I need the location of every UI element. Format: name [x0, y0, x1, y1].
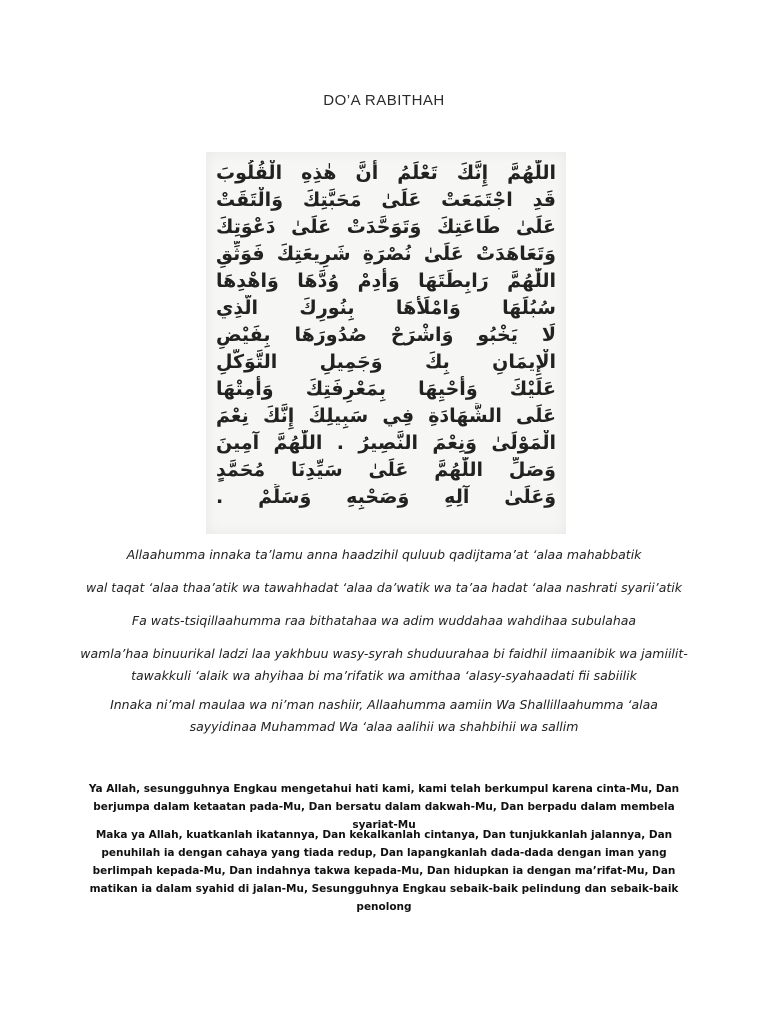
arabic-line: وَتَعَاهَدَتْ عَلَىٰ نُصْرَةِ شَرِيعَتِكَ فَوَثِّقِ — [216, 243, 556, 265]
transliteration-paragraph: wal taqat ‘alaa thaa’atik wa tawahhadat ‘alaa da’watik wa ta’aa hadat ‘alaa nashrati syarii’atik — [85, 580, 683, 595]
arabic-line: قَدِ اجْتَمَعَتْ عَلَىٰ مَحَبَّتِكَ وَالْتَقَتْ — [216, 189, 556, 211]
arabic-line: لَا يَخْبُو وَاشْرَحْ صُدُورَهَا بِفَيْضِ — [216, 324, 556, 346]
page-title: DO’A RABITHAH — [323, 92, 445, 109]
arabic-line: عَلَى الشَّهَادَةِ فِي سَبِيلِكَ إِنَّكَ نِعْمَ — [216, 405, 556, 427]
arabic-line: اللّٰهُمَّ رَابِطَتَهَا وَأَدِمْ وُدَّهَا وَاهْدِهَا — [216, 270, 556, 292]
arabic-line: عَلَيْكَ وَأَحْيِهَا بِمَعْرِفَتِكَ وَأَمِتْهَا — [216, 378, 556, 400]
translation-paragraph: Maka ya Allah, kuatkanlah ikatannya, Dan kekalkanlah cintanya, Dan tunjukkanlah jalannya, Dan penuhilah ia dengan cahaya yang tiada redup, Dan lapangkanlah dada-dada dengan iman yang berlimpah kepada-Mu, Dan indahnya takwa kepada-Mu, Dan hidupkan ia dengan ma’rifat-Mu, Dan matikan ia dalam syahid di jalan-Mu, Sesungguhnya Engkau sebaik-baik pelindung dan sebaik-baik penolong — [89, 829, 679, 913]
translation-paragraph: Ya Allah, sesungguhnya Engkau mengetahui hati kami, kami telah berkumpul karena cinta-Mu, Dan berjumpa dalam ketaatan pada-Mu, Dan bersatu dalam dakwah-Mu, Dan berpadu dalam membela syariat-Mu — [88, 783, 680, 831]
transliteration-paragraph: Allaahumma innaka ta’lamu anna haadzihil quluub qadijtama’at ‘alaa mahabbatik — [126, 547, 642, 562]
transliteration-paragraph: wamla’haa binuurikal ladzi laa yakhbuu wasy-syrah shuduurahaa bi faidhil iimaanibik wa jamiilit-tawakkuli ‘alaik wa ahyihaa bi ma’rifatik wa amithaa ‘alasy-syahaadati fii sabiilik — [80, 646, 688, 683]
transliteration-paragraph: Fa wats-tsiqillaahumma raa bithatahaa wa adim wuddahaa wahdihaa subulahaa — [131, 613, 637, 628]
transliteration-paragraph: Innaka ni’mal maulaa wa ni’man nashiir, Allaahumma aamiin Wa Shallillaahumma ‘alaa sayyidinaa Muhammad Wa ‘alaa aalihii wa shahbihii wa sallim — [110, 697, 658, 734]
arabic-prayer-text — [206, 152, 566, 534]
arabic-line: وَصَلِّ اللّٰهُمَّ عَلَىٰ سَيِّدِنَا مُحَمَّدٍ — [216, 459, 556, 481]
arabic-line: الْإِيمَانِ بِكَ وَجَمِيلِ التَّوَكُّلِ — [216, 351, 556, 373]
arabic-line: وَعَلَىٰ آلِهِ وَصَحْبِهِ وَسَلِّمْ . — [216, 486, 556, 508]
arabic-line: سُبُلَهَا وَامْلَأْهَا بِنُورِكَ الَّذِي — [216, 297, 556, 319]
arabic-line: الْمَوْلَىٰ وَنِعْمَ النَّصِيرُ . اللّٰهُمَّ آمِينَ — [216, 432, 556, 454]
arabic-line: اللّٰهُمَّ إِنَّكَ تَعْلَمُ أَنَّ هٰذِهِ الْقُلُوبَ — [216, 162, 556, 184]
arabic-line: عَلَىٰ طَاعَتِكَ وَتَوَحَّدَتْ عَلَىٰ دَعْوَتِكَ — [216, 216, 556, 238]
